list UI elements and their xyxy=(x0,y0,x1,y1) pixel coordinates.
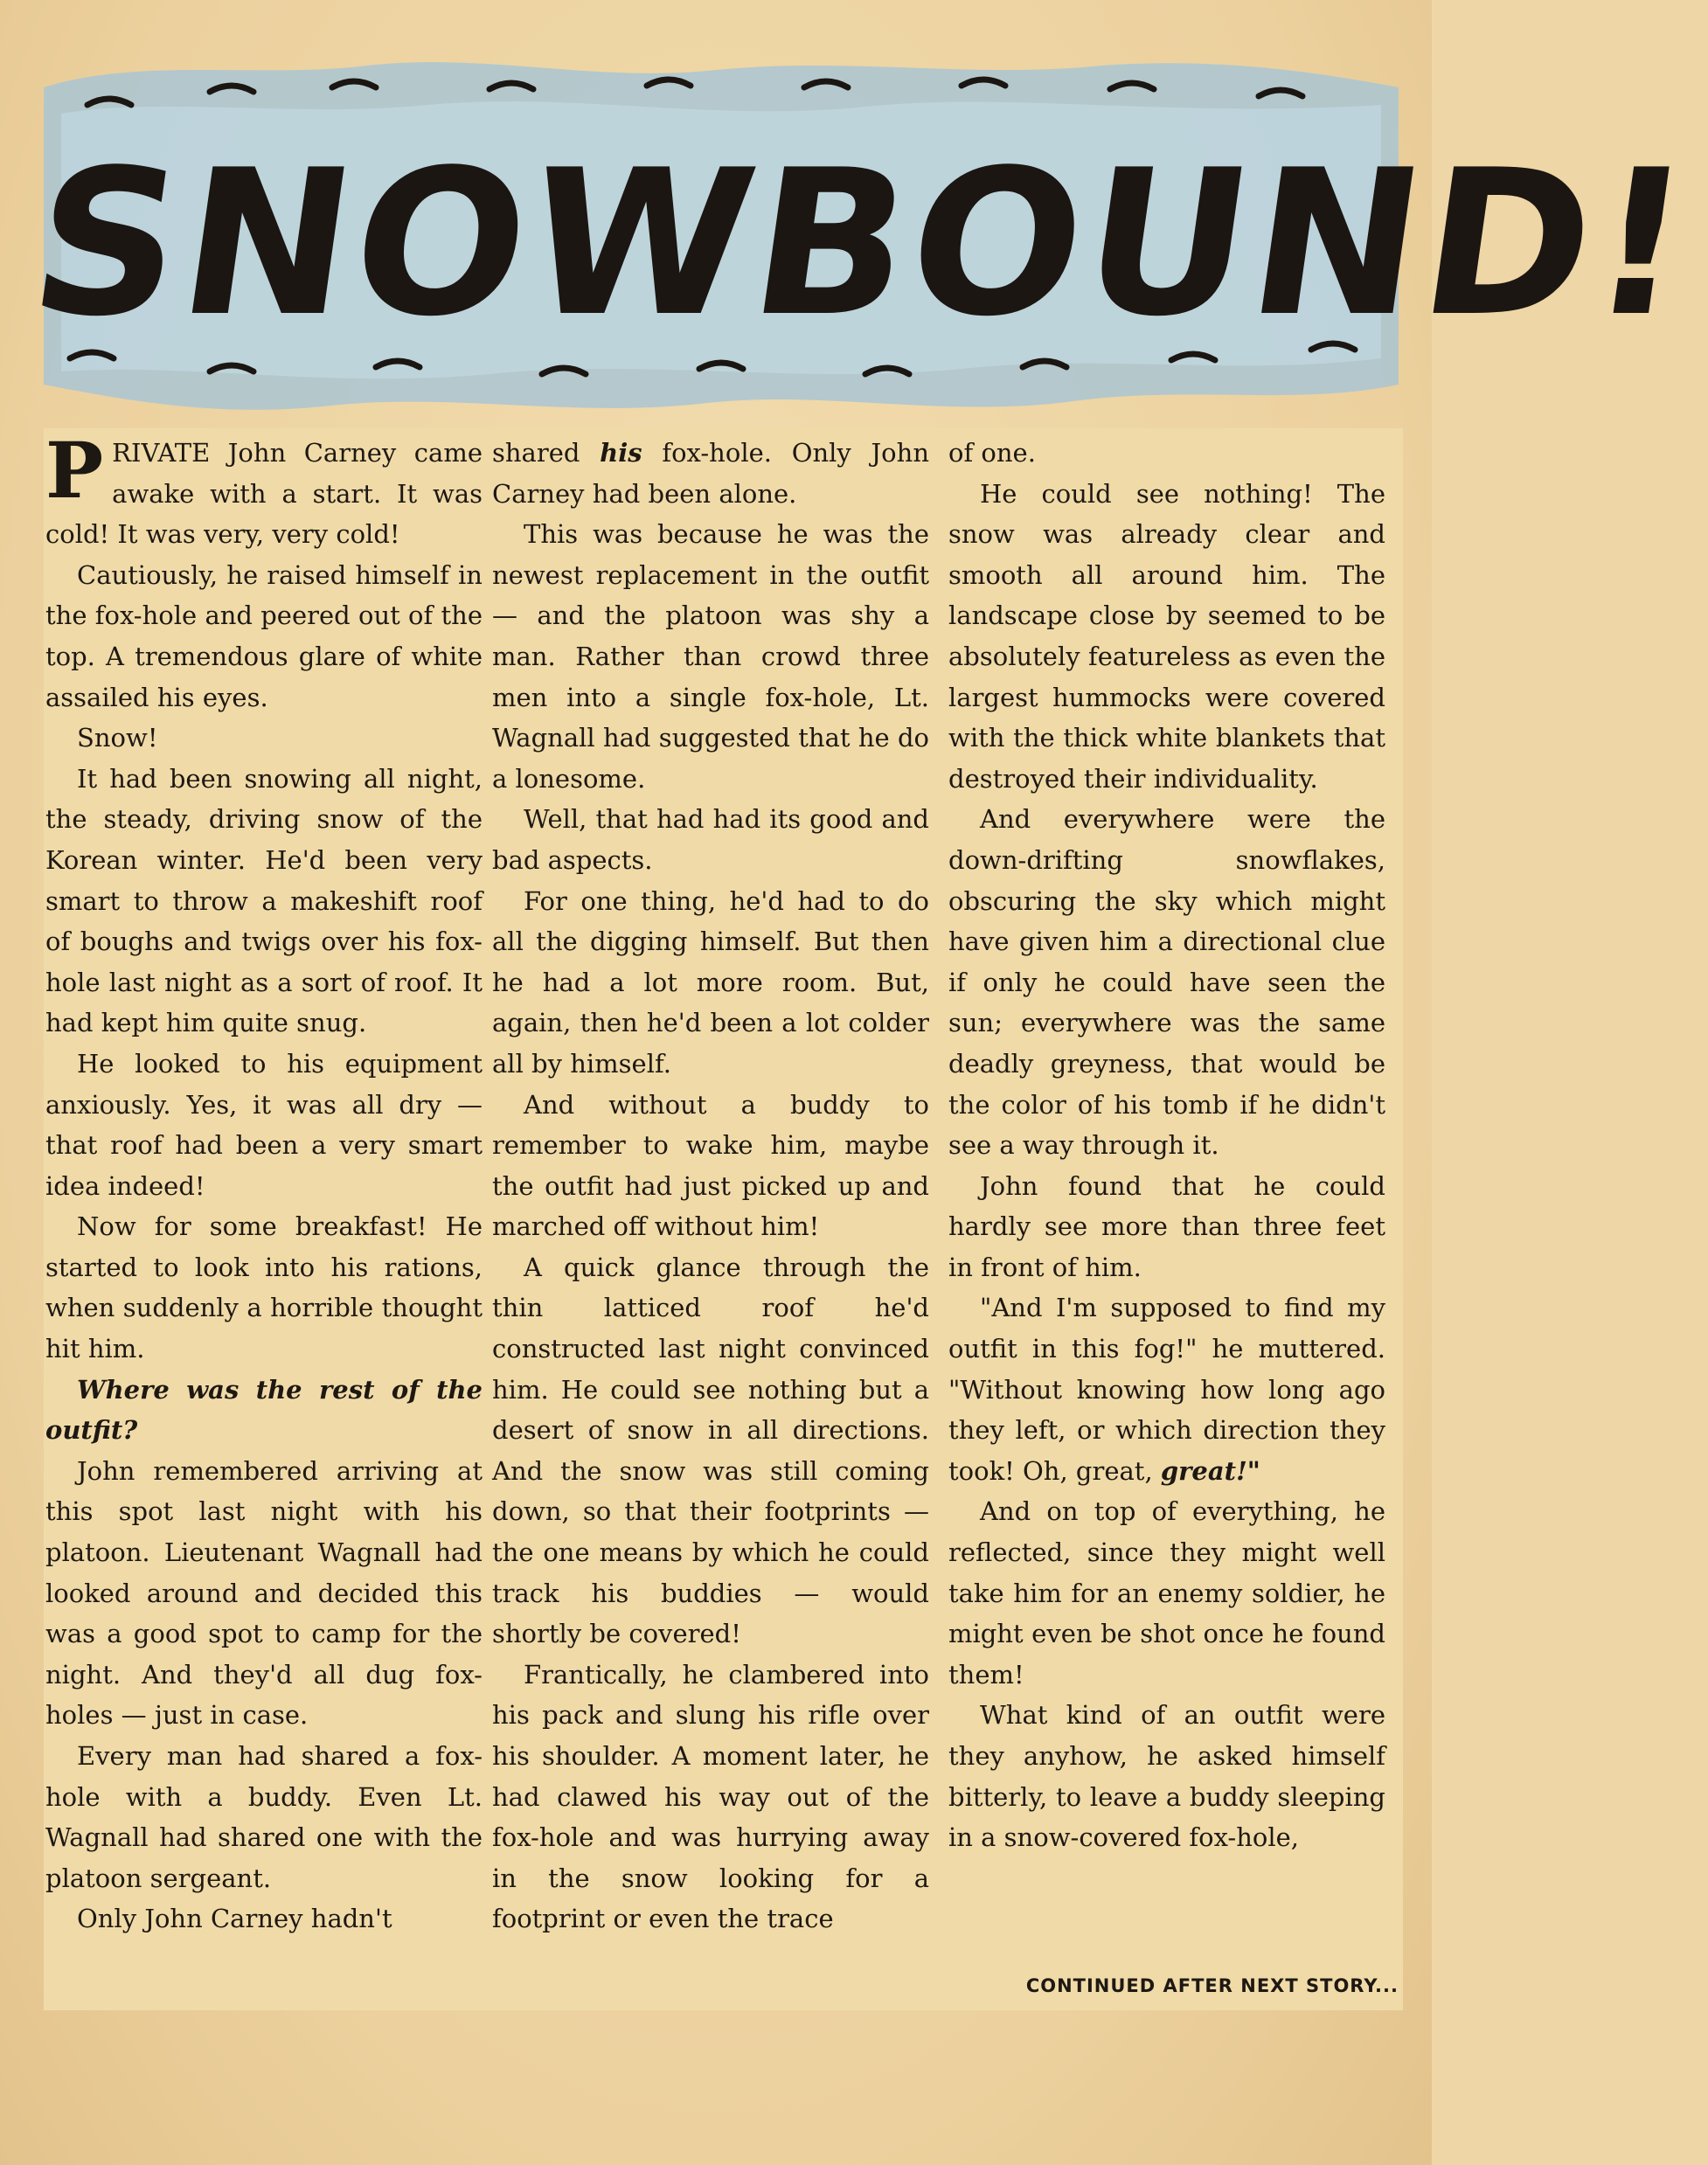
paragraph: Now for some breakfast! He started to look into his rations, when suddenly a horrible thought hit him. xyxy=(45,1211,483,1364)
paragraph: John found that he could hardly see more than three feet in front of him. xyxy=(948,1170,1385,1282)
paragraph: What kind of an outfit were they anyhow, he asked himself bitterly, to leave a buddy sleeping in a snow-covered fox-hole, xyxy=(948,1700,1385,1853)
paragraph: He looked to his equipment anxiously. Yes, it was all dry — that roof had been a very smart idea indeed! xyxy=(45,1048,483,1201)
text-column-3 xyxy=(948,433,1385,1858)
text-column-2 xyxy=(492,433,929,1939)
drop-cap: P xyxy=(45,425,104,516)
paragraph: And on top of everything, he reflected, since they might well take him for an enemy soldier, he might even be shot once he found them! xyxy=(948,1496,1385,1690)
paragraph: of one. xyxy=(948,438,1036,468)
paragraph-italic: Where was the rest of the outfit? xyxy=(45,1374,483,1446)
paragraph: Frantically, he clambered into his pack and slung his rifle over his shoulder. A moment later, he had clawed his way out of the fox-hole and was hurrying away in the snow looking for a footprint or even the trace xyxy=(492,1659,929,1934)
paragraph: Only John Carney hadn't xyxy=(77,1904,392,1934)
paragraph: Well, that had had its good and bad aspects. xyxy=(492,804,929,875)
paragraph: PRIVATE John Carney came awake with a start. It was cold! It was very, very cold! xyxy=(45,425,483,550)
continued-note: CONTINUED AFTER NEXT STORY... xyxy=(1025,1975,1399,1996)
paragraph: A quick glance through the thin latticed roof he'd constructed last night convinced him. He could see nothing but a desert of snow in all directions. And the snow was still coming down, so that their footprints — the one means by which he could track his buddies — would shortly be covered! xyxy=(492,1252,929,1649)
title-banner xyxy=(18,52,1707,420)
text-column-1 xyxy=(45,425,483,1939)
story-title: SNOWBOUND! xyxy=(18,128,1707,361)
paragraph: Snow! xyxy=(77,723,158,753)
paragraph: It had been snowing all night, the steady, driving snow of the Korean winter. He'd been very smart to throw a makeshift roof of boughs and twigs over his fox-hole last night as a sort of roof. It had kept him quite snug. xyxy=(45,763,483,1038)
paragraph: John remembered arriving at this spot last night with his platoon. Lieutenant Wagnall had looked around and decided this was a good spot to camp for the night. And they'd all dug fox-holes — just in case. xyxy=(45,1455,483,1731)
paragraph: And everywhere were the down-drifting snowflakes, obscuring the sky which might have given him a directional clue if only he could have seen the sun; everywhere was the same deadly greyness, that would be the color of his tomb if he didn't see a way through it. xyxy=(948,804,1385,1161)
paragraph: And without a buddy to remember to wake him, maybe the outfit had just picked up and marched off without him! xyxy=(492,1089,929,1242)
paragraph: "And I'm supposed to find my outfit in this fog!" he muttered. "Without knowing how long ago they left, or which direction they took! Oh, great, great!" xyxy=(948,1293,1385,1486)
paragraph: He could see nothing! The snow was already clear and smooth all around him. The landscape close by seemed to be absolutely featureless as even the largest hummocks were covered with the thick white blankets that destroyed their individuality. xyxy=(948,478,1385,794)
paragraph: Cautiously, he raised himself in the fox-hole and peered out of the top. A tremendous glare of white assailed his eyes. xyxy=(45,559,483,712)
paragraph: This was because he was the newest replacement in the outfit — and the platoon was shy a man. Rather than crowd three men into a single fox-hole, Lt. Wagnall had suggested that he do a lonesome. xyxy=(492,519,929,794)
paragraph: Every man had shared a fox-hole with a buddy. Even Lt. Wagnall had shared one with the platoon sergeant. xyxy=(45,1741,483,1893)
paragraph: shared his fox-hole. Only John Carney had been alone. xyxy=(492,438,929,509)
paragraph: For one thing, he'd had to do all the digging himself. But then he had a lot more room. But, again, then he'd been a lot colder all by himself. xyxy=(492,885,929,1079)
